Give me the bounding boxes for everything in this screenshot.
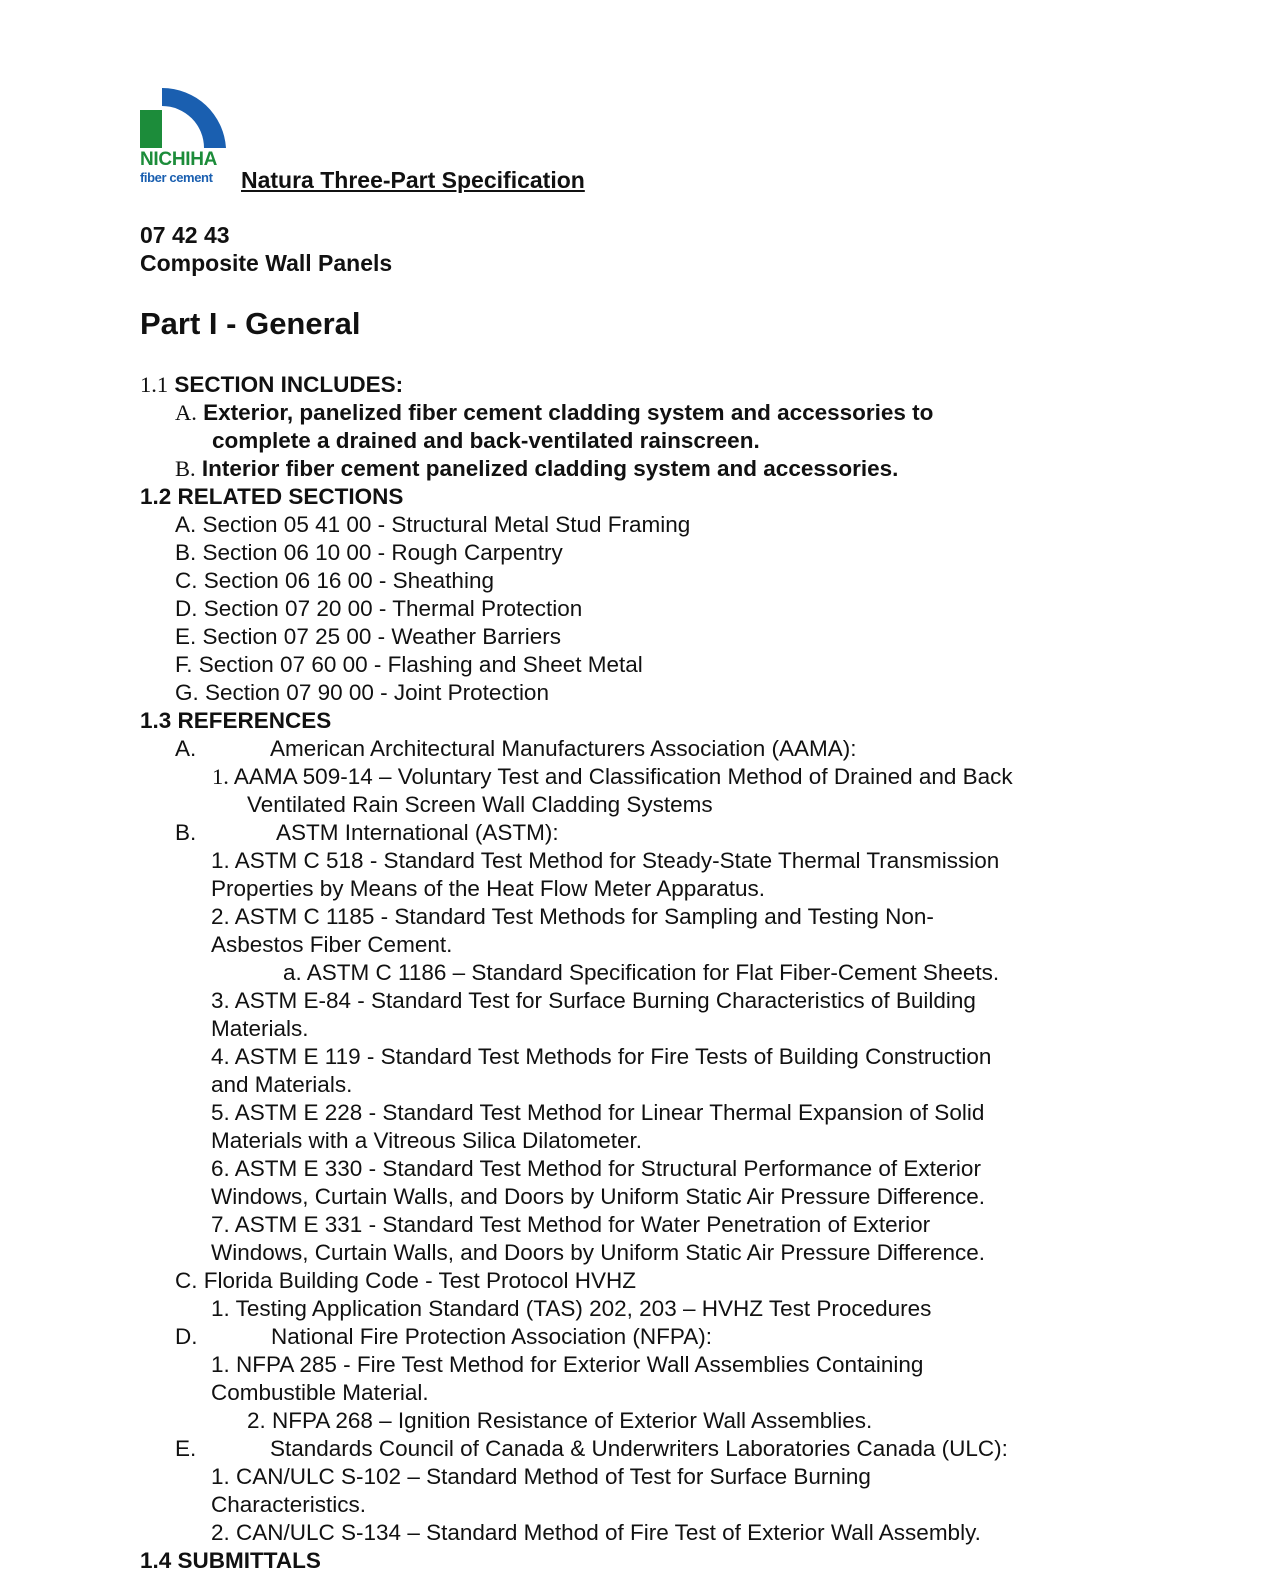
item-number: 1. (212, 764, 229, 789)
reference-b-line: Properties by Means of the Heat Flow Meter Apparatus. (211, 876, 766, 901)
section-title: Composite Wall Panels (140, 250, 393, 276)
section-1-1-item-a (175, 399, 933, 427)
reference-b-line: Windows, Curtain Walls, and Doors by Uniform Static Air Pressure Difference. (211, 1240, 986, 1265)
spec-title: Natura Three-Part Specification (241, 167, 585, 193)
item-text: Exterior, panelized fiber cement cladding system and accessories to (203, 400, 934, 425)
reference-d-line: 1. NFPA 285 - Fire Test Method for Exterior Wall Assemblies Containing (211, 1352, 924, 1377)
reference-d-letter: D. (175, 1324, 198, 1349)
reference-d-line: Combustible Material. (211, 1380, 429, 1405)
reference-e-line: Characteristics. (211, 1492, 367, 1517)
section-1-2-heading: 1.2 RELATED SECTIONS (140, 484, 404, 509)
reference-e-letter: E. (175, 1436, 197, 1461)
related-section-item: B. Section 06 10 00 - Rough Carpentry (175, 540, 563, 565)
reference-a-1 (212, 763, 1013, 791)
reference-c-line: 1. Testing Application Standard (TAS) 202, 203 – HVHZ Test Procedures (211, 1296, 932, 1321)
reference-d-text: National Fire Protection Association (NFPA): (271, 1324, 713, 1349)
reference-b-letter: B. (175, 820, 197, 845)
reference-b-line: 2. ASTM C 1185 - Standard Test Methods for Sampling and Testing Non- (211, 904, 934, 929)
section-1-1-item-a-cont: complete a drained and back-ventilated rainscreen. (212, 428, 760, 453)
reference-c-text: C. Florida Building Code - Test Protocol HVHZ (175, 1268, 637, 1293)
reference-b-line: Windows, Curtain Walls, and Doors by Uniform Static Air Pressure Difference. (211, 1184, 986, 1209)
reference-a-letter: A. (175, 736, 197, 761)
logo-arch-icon (140, 88, 230, 152)
reference-a-1-cont: Ventilated Rain Screen Wall Cladding Systems (247, 792, 713, 817)
reference-b-line: Materials. (211, 1016, 309, 1041)
reference-e-text: Standards Council of Canada & Underwriters Laboratories Canada (ULC): (270, 1436, 1008, 1461)
section-1-1-number: 1.1 (140, 372, 169, 397)
reference-b-line: and Materials. (211, 1072, 353, 1097)
reference-d-line: 2. NFPA 268 – Ignition Resistance of Exterior Wall Assemblies. (247, 1408, 873, 1433)
reference-b-line: 7. ASTM E 331 - Standard Test Method for Water Penetration of Exterior (211, 1212, 931, 1237)
related-section-item: E. Section 07 25 00 - Weather Barriers (175, 624, 562, 649)
related-section-item: C. Section 06 16 00 - Sheathing (175, 568, 494, 593)
related-section-item: A. Section 05 41 00 - Structural Metal Stud Framing (175, 512, 691, 537)
section-code: 07 42 43 (140, 222, 230, 248)
section-1-4-heading: 1.4 SUBMITTALS (140, 1548, 321, 1573)
item-letter: A. (175, 400, 197, 425)
logo-brand: NICHIHA (140, 149, 218, 170)
reference-b-line: 5. ASTM E 228 - Standard Test Method for Linear Thermal Expansion of Solid (211, 1100, 985, 1125)
section-1-1-heading (140, 371, 403, 399)
part-title: Part I - General (140, 306, 361, 341)
related-section-item: D. Section 07 20 00 - Thermal Protection (175, 596, 583, 621)
reference-b-text: ASTM International (ASTM): (276, 820, 559, 845)
logo-subtitle: fiber cement (140, 170, 213, 185)
reference-b-line: Asbestos Fiber Cement. (211, 932, 453, 957)
related-section-item: G. Section 07 90 00 - Joint Protection (175, 680, 549, 705)
reference-a-text: American Architectural Manufacturers Association (AAMA): (270, 736, 857, 761)
section-1-1-title: SECTION INCLUDES: (174, 372, 404, 397)
reference-b-line: 3. ASTM E-84 - Standard Test for Surface Burning Characteristics of Building (211, 988, 976, 1013)
reference-e-line: 2. CAN/ULC S-134 – Standard Method of Fire Test of Exterior Wall Assembly. (211, 1520, 981, 1545)
reference-e-line: 1. CAN/ULC S-102 – Standard Method of Test for Surface Burning (211, 1464, 871, 1489)
reference-b-line: 1. ASTM C 518 - Standard Test Method for Steady-State Thermal Transmission (211, 848, 1000, 873)
reference-b-line: 6. ASTM E 330 - Standard Test Method for Structural Performance of Exterior (211, 1156, 981, 1181)
related-section-item: F. Section 07 60 00 - Flashing and Sheet Metal (175, 652, 643, 677)
item-text: AAMA 509-14 – Voluntary Test and Classification Method of Drained and Back (233, 764, 1013, 789)
reference-b-line: a. ASTM C 1186 – Standard Specification for Flat Fiber-Cement Sheets. (283, 960, 1000, 985)
section-1-1-item-b (175, 455, 898, 483)
item-text: Interior fiber cement panelized cladding system and accessories. (201, 456, 899, 481)
reference-b-line: Materials with a Vitreous Silica Dilatometer. (211, 1128, 643, 1153)
reference-b-line: 4. ASTM E 119 - Standard Test Methods for Fire Tests of Building Construction (211, 1044, 992, 1069)
nichiha-logo (140, 88, 230, 192)
item-letter: B. (175, 456, 196, 481)
section-1-3-heading: 1.3 REFERENCES (140, 708, 332, 733)
